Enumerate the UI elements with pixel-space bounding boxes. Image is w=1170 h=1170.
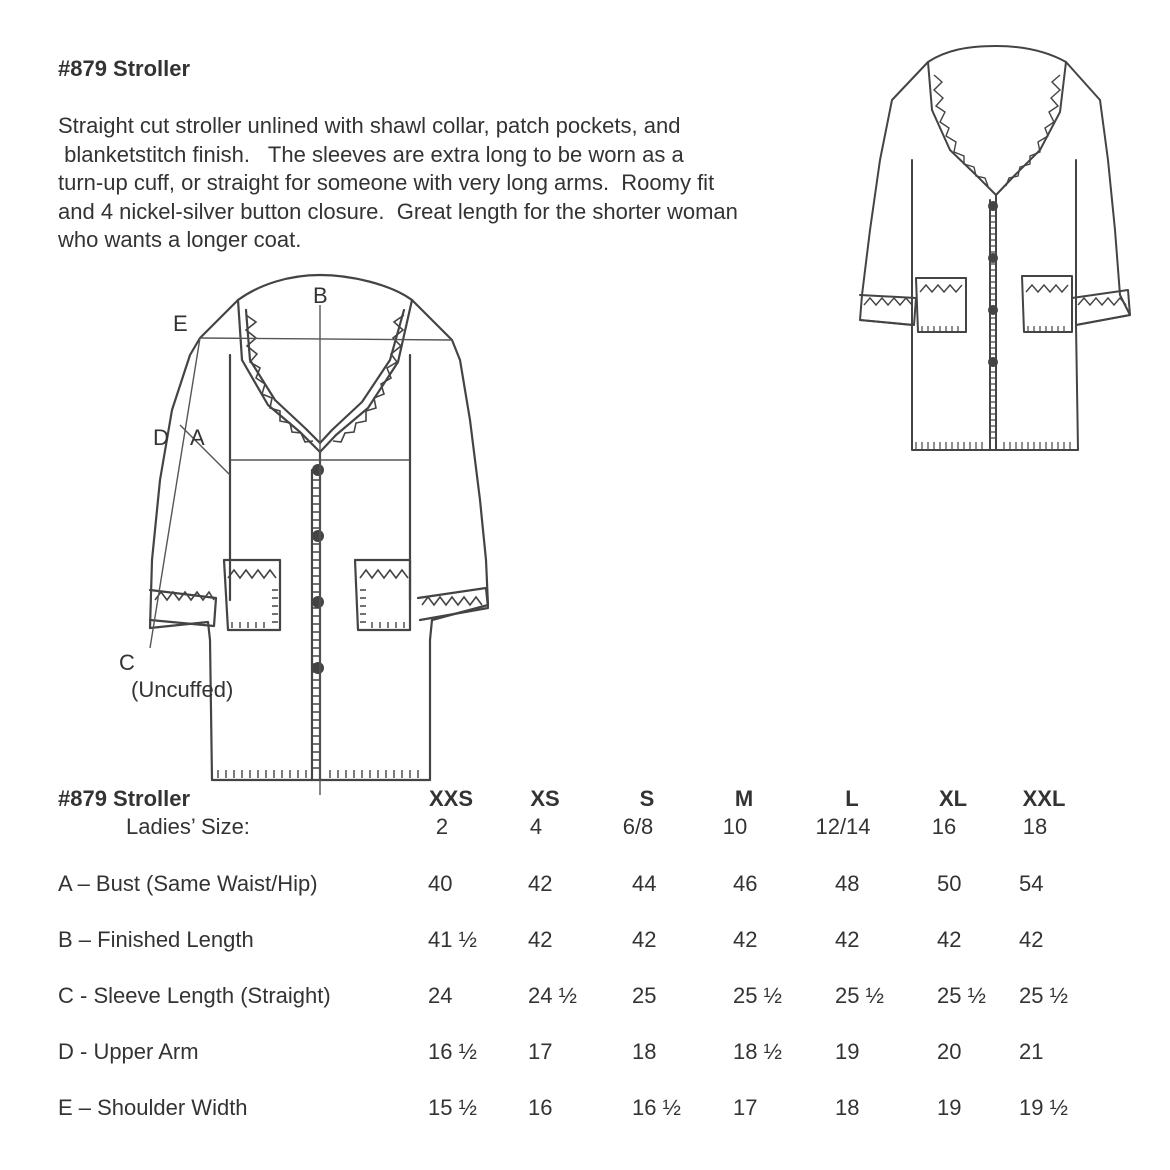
size-code: M <box>734 786 754 811</box>
cuff-right <box>418 588 488 620</box>
size-code: L <box>845 786 859 811</box>
measurement-value: 21 <box>1019 1039 1044 1064</box>
measurement-value: 16 ½ <box>428 1039 477 1064</box>
measurement-value: 42 <box>937 927 962 952</box>
label-b: B <box>313 283 328 308</box>
measurement-value: 16 <box>528 1095 553 1120</box>
description-line: Straight cut stroller unlined with shawl collar, patch pockets, and <box>58 113 681 138</box>
measurement-value: 19 <box>937 1095 962 1120</box>
measurement-value: 25 ½ <box>733 983 782 1008</box>
measure-line-e <box>200 338 452 340</box>
size-number: 2 <box>435 814 449 839</box>
size-table-subtitle: Ladies’ Size: <box>126 814 250 839</box>
measurement-value: 54 <box>1019 871 1044 896</box>
measurement-value: 17 <box>733 1095 758 1120</box>
label-c: C <box>119 650 135 675</box>
measure-line-c <box>150 338 200 648</box>
measurement-value: 42 <box>835 927 860 952</box>
measurement-value: 42 <box>632 927 657 952</box>
pocket-left <box>224 560 280 630</box>
size-code: XS <box>530 786 560 811</box>
measurement-value: 25 ½ <box>937 983 986 1008</box>
measurement-value: 42 <box>528 871 553 896</box>
label-e: E <box>173 311 188 336</box>
measurement-value: 44 <box>632 871 657 896</box>
measurement-value: 50 <box>937 871 962 896</box>
measurement-value: 19 ½ <box>1019 1095 1068 1120</box>
coat-illustration <box>850 40 1140 470</box>
description-line: and 4 nickel-silver button closure. Great length for the shorter woman <box>58 198 738 224</box>
measurement-value: 18 <box>632 1039 657 1064</box>
measurement-value: 48 <box>835 871 860 896</box>
label-uncuffed: (Uncuffed) <box>131 677 234 702</box>
measurement-value: 16 ½ <box>632 1095 681 1120</box>
measurement-value: 24 <box>428 983 453 1008</box>
description-line: blanketstitch finish. The sleeves are extra long to be worn as a <box>58 141 684 167</box>
measurement-label: D - Upper Arm <box>58 1039 199 1064</box>
measurement-value: 40 <box>428 871 453 896</box>
measurement-value: 24 ½ <box>528 983 577 1008</box>
size-code: XXS <box>428 786 474 811</box>
size-number: 6/8 <box>622 814 654 839</box>
measurement-value: 25 <box>632 983 657 1008</box>
measurement-value: 15 ½ <box>428 1095 477 1120</box>
button <box>312 662 324 674</box>
measurement-value: 17 <box>528 1039 553 1064</box>
size-number: 18 <box>1022 814 1048 839</box>
size-code: XL <box>938 786 968 811</box>
measurement-label: C - Sleeve Length (Straight) <box>58 983 331 1008</box>
size-number: 4 <box>529 814 543 839</box>
measurement-label: A – Bust (Same Waist/Hip) <box>58 871 318 896</box>
measurement-value: 20 <box>937 1039 962 1064</box>
measure-line-d <box>180 425 230 475</box>
measurement-value: 42 <box>1019 927 1044 952</box>
measurement-value: 46 <box>733 871 758 896</box>
measurement-value: 42 <box>733 927 758 952</box>
measurement-value: 42 <box>528 927 553 952</box>
pattern-title: #879 Stroller <box>58 56 191 81</box>
button <box>312 464 324 476</box>
label-d: D <box>153 425 169 450</box>
button <box>312 596 324 608</box>
measurement-label: E – Shoulder Width <box>58 1095 248 1120</box>
size-number: 16 <box>931 814 957 839</box>
measurement-label: B – Finished Length <box>58 927 254 952</box>
description-line: who wants a longer coat. <box>58 227 302 252</box>
size-number: 10 <box>722 814 748 839</box>
description-line: turn-up cuff, or straight for someone with very long arms. Roomy fit <box>58 170 715 195</box>
size-code: XXL <box>1022 786 1066 811</box>
measurement-value: 18 <box>835 1095 860 1120</box>
button <box>312 530 324 542</box>
size-table-title: #879 Stroller <box>58 786 191 811</box>
measurement-value: 25 ½ <box>1019 983 1068 1008</box>
size-code: S <box>639 786 655 811</box>
label-a: A <box>190 425 205 450</box>
measurement-value: 19 <box>835 1039 860 1064</box>
measurement-value: 41 ½ <box>428 927 477 952</box>
measurement-value: 18 ½ <box>733 1039 782 1064</box>
size-number: 12/14 <box>815 814 871 839</box>
measurement-value: 25 ½ <box>835 983 884 1008</box>
